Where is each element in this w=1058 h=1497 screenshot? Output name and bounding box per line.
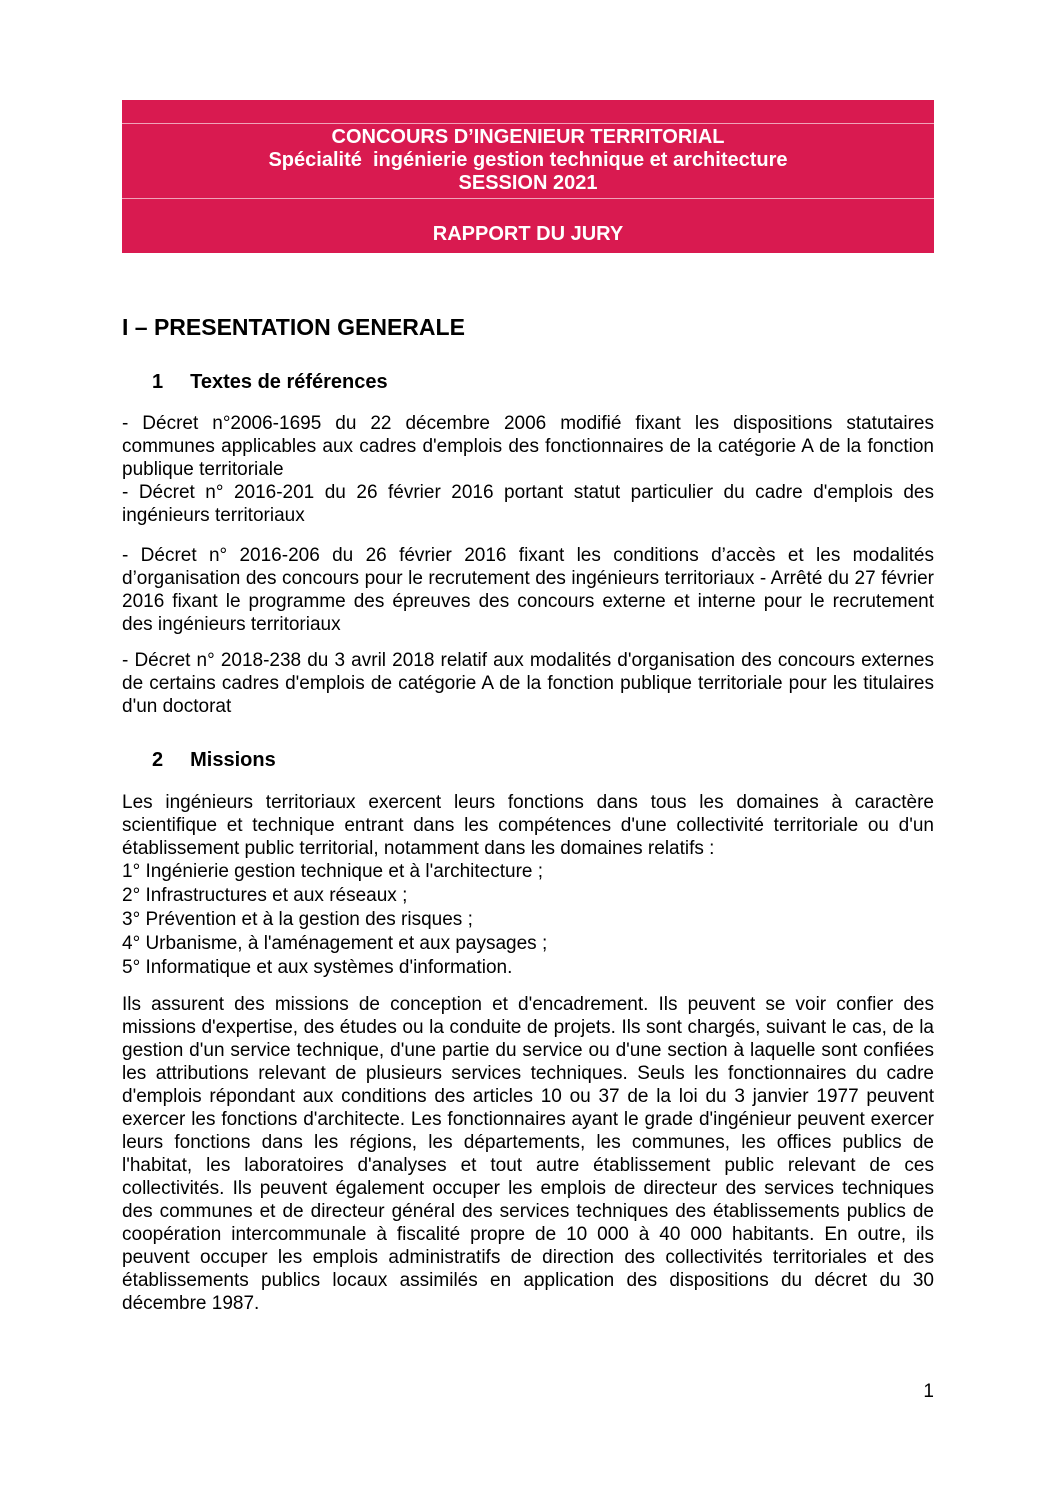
subsection-heading-textes [122,370,934,394]
missions-domain-list [122,860,934,980]
subsection-heading-missions [122,748,934,772]
page-number: 1 [923,1381,934,1402]
missions-list-item: 3° Prévention et à la gestion des risques ; [122,909,473,930]
paragraph-decret-2: - Décret n° 2016-201 du 26 février 2016 portant statut particulier du cadre d'emplois des ingénieurs territoriaux [122,482,934,526]
missions-list-item: 2° Infrastructures et aux réseaux ; [122,885,408,906]
paragraph-missions-intro: Les ingénieurs territoriaux exercent leurs fonctions dans tous les domaines à caractère scientifique et technique entrant dans les compétences d'une collectivité territoriale ou d'un établissement public territorial, notamment dans les domaines relatifs : [122,792,934,859]
decret-group [122,412,934,527]
missions-list-item: 1° Ingénierie gestion technique et à l'architecture ; [122,861,544,882]
header-title: CONCOURS D’INGENIEUR TERRITORIAL [331,126,725,148]
subsection-title: Missions [190,749,276,771]
paragraph-decret-4: - Décret n° 2018-238 du 3 avril 2018 relatif aux modalités d'organisation des concours externes de certains cadres d'emplois de catégorie A de la fonction publique territoriale pour les titulaires d'un doctorat [122,650,934,717]
section-heading-presentation: I – PRESENTATION GENERALE [122,314,465,340]
missions-list-item: 5° Informatique et aux systèmes d'information. [122,957,513,978]
paragraph-missions-body: Ils assurent des missions de conception et d'encadrement. Ils peuvent se voir confier des missions d'expertise, des études ou la conduite de projets. Ils sont chargés, suivant le cas, de la gestion d'un service technique, d'une partie du service ou d'une section à laquelle sont confiées les attributions relevant de plusieurs services techniques. Seuls les fonctionnaires du cadre d'emplois répondant aux conditions des articles 10 ou 37 de la loi du 3 janvier 1977 peuvent exercer les fonctions d'architecte. Les fonctionnaires ayant le grade d'ingénieur peuvent exercer leurs fonctions dans les régions, les départements, les communes, les offices publics de l'habitat, les laboratoires d'analyses et tout autre établissement public relevant de ces collectivités. Ils peuvent également occuper les emplois de directeur des services techniques des communes et de directeur général des services techniques des établissements publics de coopération intercommunale à fiscalité propre de 10 000 à 40 000 habitants. En outre, ils peuvent occuper les emplois administratifs de direction des collectivités territoriales et des établissements publics locaux assimilés en application des dispositions du décret du 30 décembre 1987. [122,994,934,1314]
header-specialty: Spécialité ingénierie gestion technique et architecture [268,149,788,171]
header-empty-row [122,100,934,123]
header-subtitle: RAPPORT DU JURY [432,223,624,245]
report-header [122,100,934,253]
header-session: SESSION 2021 [458,172,598,194]
subsection-number: 1 [152,371,164,393]
paragraph-decret-1: - Décret n°2006-1695 du 22 décembre 2006 modifié fixant les dispositions statutaires communes applicables aux cadres d'emplois des fonctionnaires de la catégorie A de la fonction publique territoriale [122,413,934,480]
missions-list-item: 4° Urbanisme, à l'aménagement et aux paysages ; [122,933,548,954]
document-body [122,314,934,1315]
subsection-title: Textes de références [190,371,388,393]
header-title-block [122,123,934,198]
paragraph-decret-3: - Décret n° 2016-206 du 26 février 2016 fixant les conditions d’accès et les modalités d’organisation des concours pour le recrutement des ingénieurs territoriaux - Arrêté du 27 février 2016 fixant le programme des épreuves des concours externe et interne pour le recrutement des ingénieurs territoriaux [122,545,934,635]
subsection-number: 2 [152,749,164,771]
header-subtitle-row [122,198,934,253]
